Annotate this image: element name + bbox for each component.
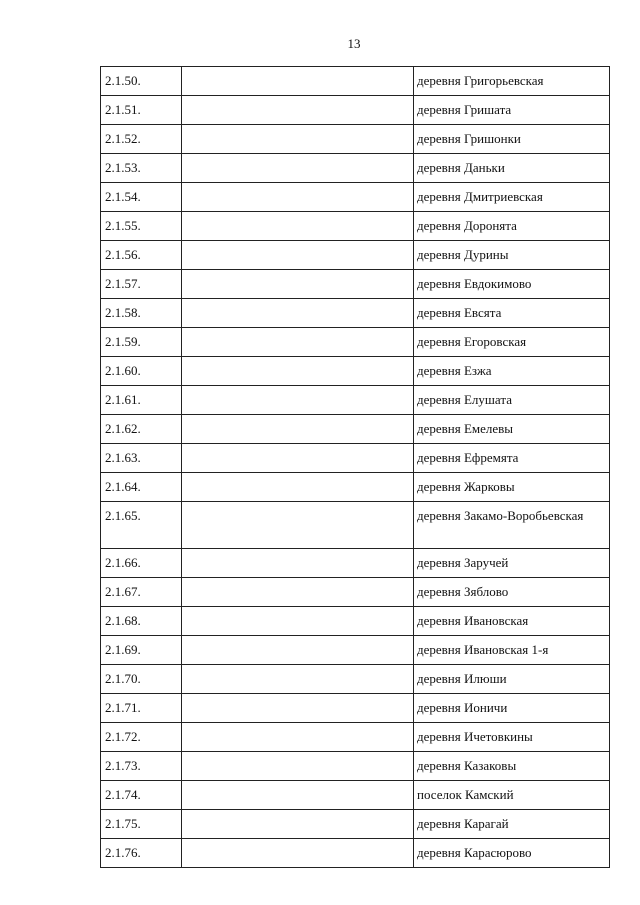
settlement-name-cell: деревня Илюши: [414, 665, 610, 694]
settlement-name-cell: деревня Закамо-Воробьевская: [414, 502, 610, 549]
row-number-cell: 2.1.65.: [101, 502, 182, 549]
row-code-cell: [182, 636, 414, 665]
row-code-cell: [182, 839, 414, 868]
settlement-name-cell: деревня Доронята: [414, 212, 610, 241]
row-code-cell: [182, 299, 414, 328]
row-code-cell: [182, 781, 414, 810]
settlement-name-cell: деревня Григорьевская: [414, 67, 610, 96]
settlement-name-cell: деревня Евсята: [414, 299, 610, 328]
row-number-cell: 2.1.69.: [101, 636, 182, 665]
table-row: [101, 607, 610, 636]
row-code-cell: [182, 723, 414, 752]
table-row: [101, 125, 610, 154]
row-number-cell: 2.1.61.: [101, 386, 182, 415]
settlement-name-cell: деревня Даньки: [414, 154, 610, 183]
settlement-name-cell: деревня Карасюрово: [414, 839, 610, 868]
row-number-cell: 2.1.64.: [101, 473, 182, 502]
row-number-cell: 2.1.75.: [101, 810, 182, 839]
row-code-cell: [182, 183, 414, 212]
settlement-name-cell: деревня Карагай: [414, 810, 610, 839]
row-code-cell: [182, 444, 414, 473]
row-number-cell: 2.1.66.: [101, 549, 182, 578]
row-number-cell: 2.1.71.: [101, 694, 182, 723]
row-code-cell: [182, 270, 414, 299]
settlement-name-cell: деревня Зяблово: [414, 578, 610, 607]
row-code-cell: [182, 386, 414, 415]
settlement-name-cell: деревня Дурины: [414, 241, 610, 270]
table-row: [101, 636, 610, 665]
row-code-cell: [182, 154, 414, 183]
table-row: [101, 415, 610, 444]
table-row: [101, 183, 610, 212]
settlements-table-body: [101, 67, 610, 868]
page-number: 13: [347, 36, 361, 51]
settlement-name-cell: деревня Ичетовкины: [414, 723, 610, 752]
table-row: [101, 502, 610, 549]
settlement-name-cell: деревня Жарковы: [414, 473, 610, 502]
row-code-cell: [182, 328, 414, 357]
row-code-cell: [182, 241, 414, 270]
table-row: [101, 270, 610, 299]
table-row: [101, 810, 610, 839]
row-number-cell: 2.1.76.: [101, 839, 182, 868]
table-row: [101, 694, 610, 723]
row-code-cell: [182, 212, 414, 241]
settlement-name-cell: деревня Емелевы: [414, 415, 610, 444]
table-row: [101, 549, 610, 578]
settlement-name-cell: деревня Дмитриевская: [414, 183, 610, 212]
row-number-cell: 2.1.52.: [101, 125, 182, 154]
table-row: [101, 96, 610, 125]
settlement-name-cell: деревня Егоровская: [414, 328, 610, 357]
row-code-cell: [182, 125, 414, 154]
table-row: [101, 752, 610, 781]
row-number-cell: 2.1.57.: [101, 270, 182, 299]
row-number-cell: 2.1.68.: [101, 607, 182, 636]
row-number-cell: 2.1.50.: [101, 67, 182, 96]
row-code-cell: [182, 96, 414, 125]
table-row: [101, 357, 610, 386]
row-code-cell: [182, 810, 414, 839]
row-number-cell: 2.1.58.: [101, 299, 182, 328]
row-number-cell: 2.1.72.: [101, 723, 182, 752]
row-number-cell: 2.1.51.: [101, 96, 182, 125]
settlement-name-cell: деревня Ефремята: [414, 444, 610, 473]
settlement-name-cell: деревня Ивановская: [414, 607, 610, 636]
row-code-cell: [182, 694, 414, 723]
table-row: [101, 839, 610, 868]
row-code-cell: [182, 578, 414, 607]
settlement-name-cell: деревня Гришонки: [414, 125, 610, 154]
row-code-cell: [182, 357, 414, 386]
settlement-name-cell: поселок Камский: [414, 781, 610, 810]
table-row: [101, 154, 610, 183]
row-number-cell: 2.1.59.: [101, 328, 182, 357]
row-code-cell: [182, 752, 414, 781]
row-code-cell: [182, 665, 414, 694]
row-number-cell: 2.1.54.: [101, 183, 182, 212]
table-row: [101, 578, 610, 607]
table-row: [101, 386, 610, 415]
table-row: [101, 328, 610, 357]
table-row: [101, 67, 610, 96]
table-row: [101, 241, 610, 270]
row-number-cell: 2.1.53.: [101, 154, 182, 183]
row-code-cell: [182, 607, 414, 636]
row-number-cell: 2.1.74.: [101, 781, 182, 810]
settlement-name-cell: деревня Езжа: [414, 357, 610, 386]
row-code-cell: [182, 473, 414, 502]
row-number-cell: 2.1.56.: [101, 241, 182, 270]
row-code-cell: [182, 502, 414, 549]
table-row: [101, 299, 610, 328]
row-number-cell: 2.1.60.: [101, 357, 182, 386]
table-row: [101, 723, 610, 752]
settlement-name-cell: деревня Евдокимово: [414, 270, 610, 299]
table-row: [101, 665, 610, 694]
settlement-name-cell: деревня Ивановская 1-я: [414, 636, 610, 665]
row-number-cell: 2.1.70.: [101, 665, 182, 694]
settlement-name-cell: деревня Казаковы: [414, 752, 610, 781]
row-number-cell: 2.1.62.: [101, 415, 182, 444]
row-code-cell: [182, 415, 414, 444]
table-row: [101, 444, 610, 473]
settlement-name-cell: деревня Заручей: [414, 549, 610, 578]
settlements-table: [100, 66, 610, 868]
table-row: [101, 781, 610, 810]
settlement-name-cell: деревня Елушата: [414, 386, 610, 415]
settlement-name-cell: деревня Гришата: [414, 96, 610, 125]
row-code-cell: [182, 549, 414, 578]
row-number-cell: 2.1.67.: [101, 578, 182, 607]
row-code-cell: [182, 67, 414, 96]
settlement-name-cell: деревня Ионичи: [414, 694, 610, 723]
table-row: [101, 473, 610, 502]
row-number-cell: 2.1.73.: [101, 752, 182, 781]
table-row: [101, 212, 610, 241]
row-number-cell: 2.1.55.: [101, 212, 182, 241]
row-number-cell: 2.1.63.: [101, 444, 182, 473]
